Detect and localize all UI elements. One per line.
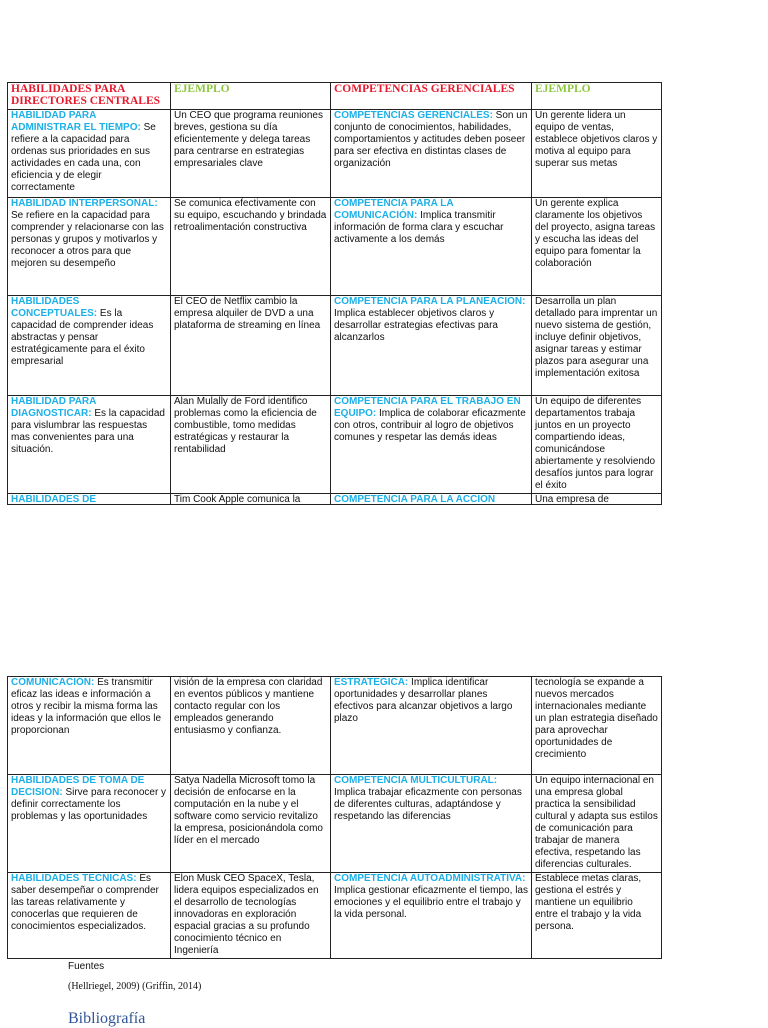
skill-example-cell: Satya Nadella Microsoft tomo la decisión de enfocarse en la computación en la nube y el software como servicio revitalizo la empresa, posicionándola como líder en el mercado	[171, 775, 331, 873]
skill-description: Es la capacidad para vislumbrar las respuestas mas convenientes para una situación.	[11, 408, 165, 455]
competency-cell	[331, 677, 532, 775]
header-habilidades: HABILIDADES PARA DIRECTORES CENTRALES	[8, 83, 171, 110]
table-row	[8, 396, 662, 494]
skill-cell	[8, 775, 171, 873]
table-row-cropped	[8, 494, 662, 505]
skill-cell	[8, 198, 171, 296]
competency-cell	[331, 396, 532, 494]
skill-description: Es saber desempeñar o comprender las tareas relativamente y conocerlas que requieren de conocimientos especializados.	[11, 873, 159, 932]
competency-description: Implica trabajar eficazmente con personas de diferentes culturas, adaptándose y respetando las diferencias	[334, 787, 522, 822]
skill-title: HABILIDADES DE TOMA DE DECISION:	[11, 775, 145, 798]
competency-cell	[331, 110, 532, 198]
skill-cell	[8, 110, 171, 198]
competency-title: COMPETENCIAS GERENCIALES:	[334, 110, 493, 121]
skill-example-cell: visión de la empresa con claridad en eventos públicos y mantiene contacto regular con los empleados generando entusiasmo y confianza.	[171, 677, 331, 775]
citations: (Hellriegel, 2009) (Griffin, 2014)	[68, 981, 202, 992]
skill-cell	[8, 396, 171, 494]
skill-description: Se refiere a la capacidad para ordenas sus prioridades en sus actividades en cada una, con eficiencia y de elegir correctamente	[11, 122, 156, 193]
skill-example-cell: El CEO de Netflix cambio la empresa alquiler de DVD a una plataforma de streaming en línea	[171, 296, 331, 396]
skill-title: HABILIDAD PARA DIAGNOSTICAR:	[11, 396, 96, 419]
table-header-row	[8, 83, 662, 110]
competencies-table-part-1	[7, 82, 662, 505]
skill-cell	[8, 873, 171, 959]
competency-cell	[331, 775, 532, 873]
competency-example-cell: Un equipo de diferentes departamentos trabaja juntos en un proyecto compartiendo ideas, comunicándose abiertamente y resolviendo desafíos juntos para lograr el éxito	[532, 396, 662, 494]
competencies-table-part-2	[7, 676, 662, 959]
competency-cell	[331, 873, 532, 959]
skill-example-cell: Alan Mulally de Ford identifico problemas como la eficiencia de combustible, tomo medidas estratégicas y restaurar la rentabilidad	[171, 396, 331, 494]
table-row	[8, 198, 662, 296]
competency-title: COMPETENCIA PARA LA ACCION	[334, 494, 496, 504]
competency-title: COMPETENCIA PARA LA COMUNICACIÓN:	[334, 198, 454, 221]
skill-title: HABILIDADES DE	[11, 494, 97, 504]
table-row	[8, 873, 662, 959]
sources-label: Fuentes	[68, 961, 105, 972]
skill-title: HABILIDADES TECNICAS:	[11, 873, 137, 884]
competency-example-cell: Desarrolla un plan detallado para imprentar un nuevo sistema de gestión, incluye definir objetivos, asignar tareas y estimar plazos para asegurar una implementación exitosa	[532, 296, 662, 396]
competency-title: COMPETENCIA MULTICULTURAL:	[334, 775, 498, 786]
competency-example-cell: Un gerente lidera un equipo de ventas, establece objetivos claros y motiva al equipo para superar sus metas	[532, 110, 662, 198]
header-ejemplo-1: EJEMPLO	[171, 83, 331, 110]
table-row	[8, 775, 662, 873]
competency-cell	[331, 296, 532, 396]
skill-example-cell: Un CEO que programa reuniones breves, gestiona su día eficientemente y delega tareas para centrarse en estrategias empresariales clave	[171, 110, 331, 198]
table-row	[8, 296, 662, 396]
competency-description: Implica identificar oportunidades y desarrollar planes efectivos para alcanzar objetivos a largo plazo	[334, 677, 513, 724]
skill-cell	[8, 494, 171, 505]
skill-example-cell: Elon Musk CEO SpaceX, Tesla, lidera equipos especializados en el desarrollo de tecnologías innovadoras en exploración espacial gracias a su profundo conocimiento técnico en Ingeniería	[171, 873, 331, 959]
header-ejemplo-2: EJEMPLO	[532, 83, 662, 110]
skill-description: Sirve para reconocer y definir correctamente los problemas y las oportunidades	[11, 787, 167, 822]
skill-description: Se refiere en la capacidad para comprender y relacionarse con las personas y grupos y motivarlos y reconocer a otros para que mejoren su desempeño	[11, 210, 164, 269]
skill-title: HABILIDADES CONCEPTUALES:	[11, 296, 98, 319]
header-competencias: COMPETENCIAS GERENCIALES	[331, 83, 532, 110]
competency-cell	[331, 494, 532, 505]
competency-description: Son un conjunto de conocimientos, habilidades, comportamientos y actitudes deben poseer para ser efectiva en distintas clases de organización	[334, 110, 528, 169]
competency-example-cell: Establece metas claras, gestiona el estrés y mantiene un equilibrio entre el trabajo y la vida persona.	[532, 873, 662, 959]
bibliography-heading: Bibliografía	[68, 1010, 146, 1027]
skill-description: Es transmitir eficaz las ideas e información a otros y recibir la misma forma las ideas y la información que ellos le proporcionan	[11, 677, 162, 736]
competency-example-cell: Un equipo internacional en una empresa global practica la sensibilidad cultural y adapta sus estilos de comunicación para trabajar de manera efectiva, respetando las diferencias culturales.	[532, 775, 662, 873]
competency-example-cell: Un gerente explica claramente los objetivos del proyecto, asigna tareas y escucha las ideas del equipo para fomentar la colaboración	[532, 198, 662, 296]
skill-title: HABILIDAD PARA ADMINISTRAR EL TIEMPO:	[11, 110, 141, 133]
competency-title: COMPETENCIA PARA EL TRABAJO EN EQUIPO:	[334, 396, 521, 419]
skill-example-cell	[171, 494, 331, 505]
competency-description: Implica gestionar eficazmente el tiempo, las emociones y el equilibrio entre el trabajo y la vida personal.	[334, 885, 528, 920]
competency-description: Implica de colaborar eficazmente con otros, contribuir al logro de objetivos comunes y respetar las demás ideas	[334, 408, 526, 443]
skill-example-cell: Se comunica efectivamente con su equipo, escuchando y brindada retroalimentación constructiva	[171, 198, 331, 296]
skill-title: HABILIDAD INTERPERSONAL:	[11, 198, 158, 209]
competency-example-cell: tecnología se expande a nuevos mercados internacionales mediante un plan estrategia diseñado para aprovechar oportunidades de crecimiento	[532, 677, 662, 775]
competency-title: COMPETENCIA PARA LA PLANEACION:	[334, 296, 526, 307]
competency-title: COMPETENCIA AUTOADMINISTRATIVA:	[334, 873, 526, 884]
competency-example-cell	[532, 494, 662, 505]
skill-description: Es la capacidad de comprender ideas abstractas y pensar estratégicamente para el éxito empresarial	[11, 308, 154, 367]
skill-title: COMUNICACIÓN:	[11, 677, 95, 688]
competency-description: Implica transmitir información de forma clara y escuchar activamente a los demás	[334, 210, 504, 245]
competency-cell	[331, 198, 532, 296]
competency-description: Implica establecer objetivos claros y desarrollar estrategias efectivas para alcanzarlos	[334, 308, 498, 343]
competency-example-text: Una empresa de	[535, 494, 609, 504]
competency-title: ESTRATEGICA:	[334, 677, 409, 688]
skill-cell	[8, 296, 171, 396]
skill-example-text: Tim Cook Apple comunica la	[174, 494, 301, 504]
table-row	[8, 677, 662, 775]
table-row	[8, 110, 662, 198]
skill-cell	[8, 677, 171, 775]
